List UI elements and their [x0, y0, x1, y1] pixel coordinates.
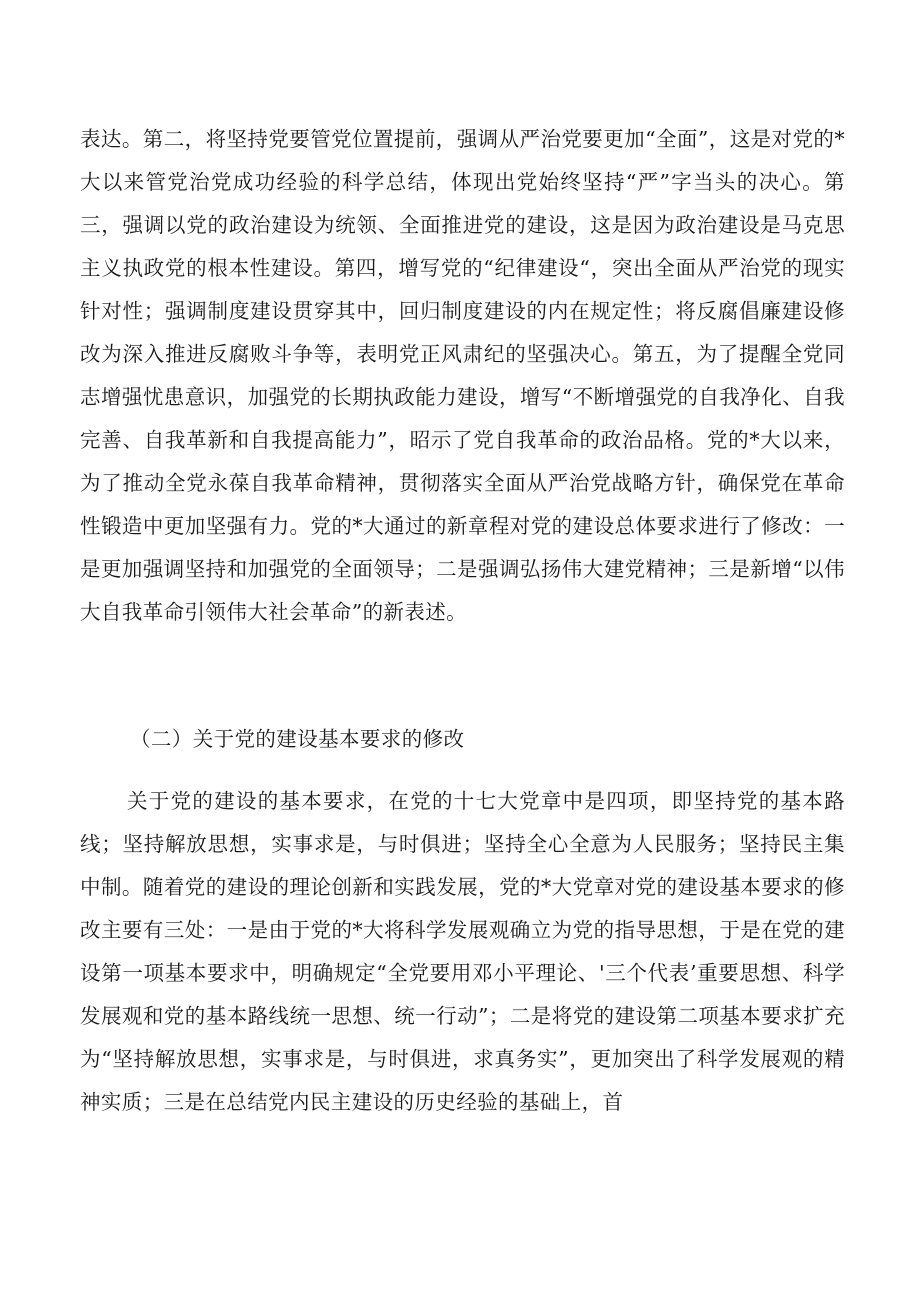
body-paragraph-2: 关于党的建设的基本要求，在党的十七大党章中是四项，即坚持党的基本路线；坚持解放思想，实事求是，与时俱进；坚持全心全意为人民服务；坚持民主集中制。随着党的建设的理论创新和实践发展，党的*大党章对党的建设基本要求的修改主要有三处：一是由于党的*大将科学发展观确立为党的指导思想，于是在党的建设第一项基本要求中，明确规定“全党要用邓小平理论、'三个代表’重要思想、科学发展观和党的基本路线统一思想、统一行动”；二是将党的建设第二项基本要求扩充为“坚持解放思想，实事求是，与时俱进，求真务实”，更加突出了科学发展观的精神实质；三是在总结党内民主建设的历史经验的基础上，首 — [80, 789, 845, 1114]
body-paragraph-1: 表达。第二，将坚持党要管党位置提前，强调从严治党要更加“全面”，这是对党的*大以来管党治党成功经验的科学总结，体现出党始终坚持“严”字当头的决心。第三，强调以党的政治建设为统领、全面推进党的建设，这是因为政治建设是马克思主义执政党的根本性建设。第四，增写党的“纪律建设“，突出全面从严治党的现实针对性；强调制度建设贯穿其中，回归制度建设的内在规定性；将反腐倡廉建设修改为深入推进反腐败斗争等，表明党正风肃纪的坚强决心。第五，为了提醒全党同志增强忧患意识，加强党的长期执政能力建设，增写“不断增强党的自我净化、自我完善、自我革新和自我提高能力”，昭示了党自我革命的政治品格。党的*大以来，为了推动全党永葆自我革命精神，贯彻落实全面从严治党战略方针，确保党在革命性锻造中更加坚强有力。党的*大通过的新章程对党的建设总体要求进行了修改：一是更加强调坚持和加强党的全面领导；二是强调弘扬伟大建党精神；三是新增“以伟大自我革命引领伟大社会革命”的新表述。 — [80, 127, 845, 624]
section-heading: （二）关于党的建设基本要求的修改 — [130, 727, 465, 751]
